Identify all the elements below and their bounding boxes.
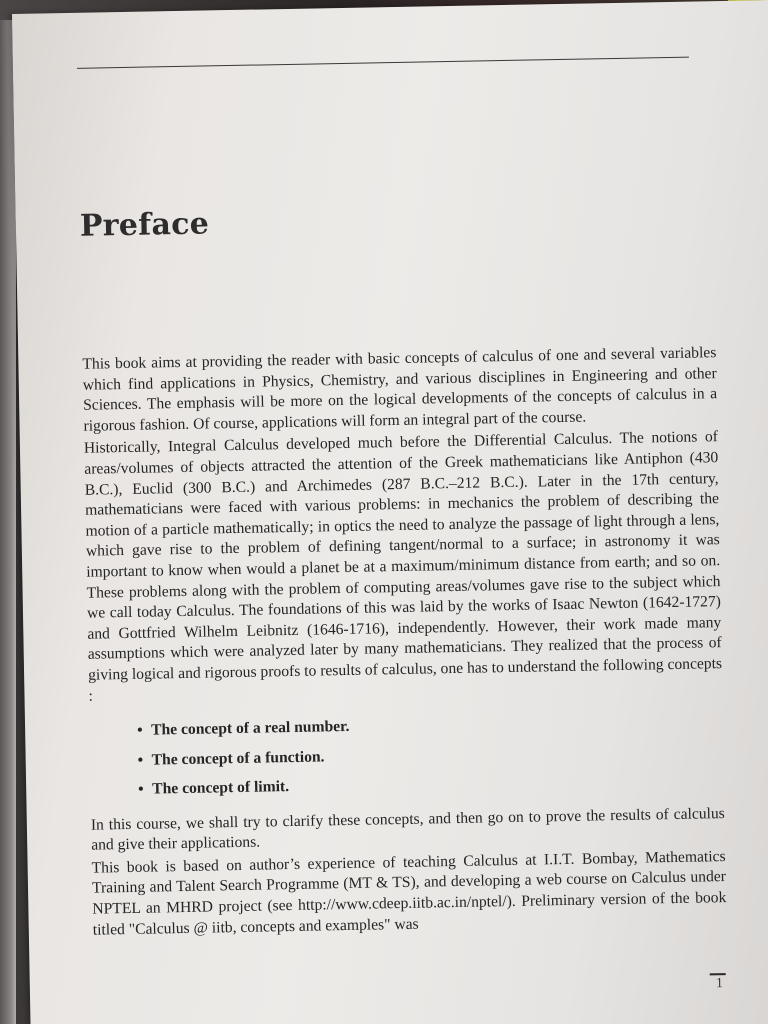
book-cover-edge — [0, 20, 16, 1024]
concepts-list — [89, 705, 725, 805]
list-item: • The concept of a real number. — [137, 705, 723, 745]
chapter-title: Preface — [79, 206, 210, 244]
paragraph-course: In this course, we shall try to clarify these concepts, and then go on to prove the results of calculus and give their applications. — [90, 804, 725, 854]
preface-body — [82, 343, 727, 943]
paragraph-history: Historically, Integral Calculus developed much before the Differential Calculus. The notions of areas/volumes of objects attracted the attention of the Greek mathematicians like Antiphon (430 B.C.), Euclid (300 B.C.) and Archimedes (287 B.C.–212 B.C.). Later in the 17th century, mathematicians were faced with various problems: in mechanics the problem of describing the motion of a particle mathematically; in optics the need to analyze the passage of light through a lens, which gave rise to the problem of defining tangent/normal to a surface; in astronomy it was important to know when would a planet be at a maximum/minimum distance from earth; and so on. These problems along with the problem of computing areas/volumes gave rise to the subject which we call today Calculus. The foundations of this was laid by the works of Isaac Newton (1642-1727) and Gottfried Wilhelm Leibnitz (1646-1716), independently. However, their work made many assumptions which were analyzed later by many mathematicians. They realized that the process of giving logical and rigorous proofs to results of calculus, one has to understand the following concepts : — [83, 428, 723, 705]
list-item: • The concept of a function. — [137, 735, 723, 775]
header-rule — [77, 57, 689, 69]
page-number: 1 — [715, 976, 724, 992]
paragraph-origin: This book is based on author’s experience of teaching Calculus at I.I.T. Bombay, Mathematics Training and Talent Search Programme (MT & TS), and developing a web course on Calculus under NPTEL an MHRD project (see http://www.cdeep.iitb.ac.in/nptel/). Preliminary version of the book titled "Calculus @ iitb, concepts and examples" was — [91, 847, 727, 939]
list-item: • The concept of limit. — [138, 764, 724, 804]
book-page — [12, 0, 768, 1024]
paragraph-intro: This book aims at providing the reader with basic concepts of calculus of one and several variables which find applications in Physics, Chemistry, and various disciplines in Engineering and other Sciences. The emphasis will be more on the logical developments of the concepts of calculus in a rigorous fashion. Of course, applications will form an integral part of the course. — [82, 344, 718, 435]
page-number-mark — [710, 973, 726, 975]
